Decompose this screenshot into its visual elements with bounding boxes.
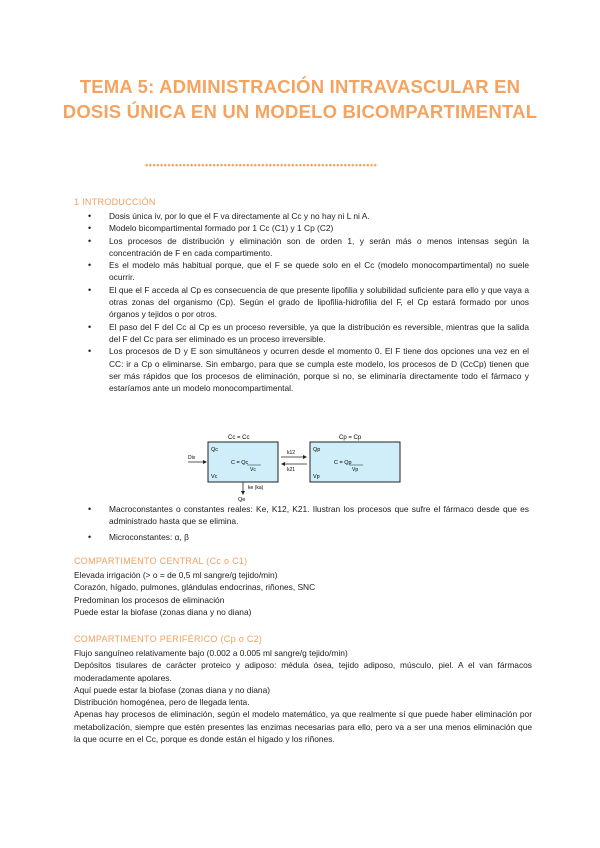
peripheral-v-label: Vp <box>313 474 320 480</box>
list-item: • Es el modelo más habitual porque, que el F se quede solo en el Cc (modelo monocompartimental) no suele ocurrir. <box>74 259 529 284</box>
section-heading-central: COMPARTIMENTO CENTRAL (Cc o C1) <box>74 556 248 566</box>
k21-arrowhead <box>281 462 285 466</box>
dose-arrowhead <box>203 460 207 464</box>
list-item: • Dosis única iv, por lo que el F va directamente al Cc y no hay ni L ni A. <box>74 210 529 222</box>
text-line: Corazón, hígado, pulmones, glándulas endocrinas, riñones, SNC <box>74 582 316 593</box>
text-line: Aquí puede estar la biofase (zonas diana y no diana) <box>74 684 271 695</box>
list-item: • Macroconstantes o constantes reales: Ke, K12, K21. Ilustran los procesos que sufre el fármaco desde que es administrado hasta que se elimina. <box>74 503 529 528</box>
list-item: • Los procesos de D y E son simultáneos y ocurren desde el momento 0. El F tiene dos opciones una vez en el CC: ir a Cp o eliminarse. Sin embargo, para que se cumpla este modelo, los procesos de D (CcCp) tienen que ser más rápidos que los procesos de eliminación, porque si no, se eliminaría directamente todo el fármaco y estaríamos ante un modelo monocompartimental. <box>74 345 529 394</box>
text-line: Apenas hay procesos de eliminación, según el modelo matemático, ya que realmente sí que puede haber eliminación por metabolización, siempre que estén presentes las enzimas necesarias para ello, pero va a ser una menos eliminación que la que ocurre en el Cc, porque es donde están el hígado y los riñones. <box>74 709 532 745</box>
peripheral-q-label: Qp <box>313 447 321 453</box>
bicompartmental-diagram <box>186 430 432 502</box>
list-item: • Los procesos de distribución y eliminación son de orden 1, y serán más o menos intensas según la concentración de F en cada compartimento. <box>74 235 529 260</box>
central-q-label: Qc <box>211 447 219 453</box>
section-heading-peripheral: COMPARTIMENTO PERIFÉRICO (Cp o C2) <box>74 634 263 644</box>
text-line: Distribución homogénea, pero de llegada lenta. <box>74 697 250 708</box>
peripheral-lines <box>74 647 532 745</box>
document-title: TEMA 5: ADMINISTRACIÓN INTRAVASCULAR EN DOSIS ÚNICA EN UN MODELO BICOMPARTIMENTAL <box>62 76 538 122</box>
list-item: • El que el F acceda al Cp es consecuencia de que presente lipofilia y solubilidad suficiente para ello y que vaya a otras zonas del organismo (Cp). Según el grado de lipofilia-hidrofilia del F, el Cp estará formado por unos órganos y tejidos o por otros. <box>74 284 529 321</box>
text-line: Flujo sanguíneo relativamente bajo (0.002 a 0.005 ml sangre/g tejido/min) <box>74 648 348 658</box>
central-v-sub: Vc <box>250 467 256 473</box>
central-formula: C = Qc <box>231 460 249 466</box>
text-line: Puede estar la biofase (zonas diana y no diana) <box>74 606 252 617</box>
title-divider: •••••••••••••••••••••••••••••••••••••••••••••••••••••••••••••• <box>145 160 378 170</box>
list-item: • Microconstantes: α, β <box>74 531 529 543</box>
elimination-q-label: Qe <box>238 497 246 502</box>
text-line: Predominan los procesos de eliminación <box>74 594 225 605</box>
elimination-arrowhead <box>241 491 245 495</box>
peripheral-formula: C = Qp <box>334 460 352 466</box>
k12-label: k12 <box>287 450 296 456</box>
central-v-label: Vc <box>211 474 218 480</box>
intro-bullet-list <box>74 210 529 394</box>
peripheral-compartment-box <box>310 442 400 482</box>
list-item: • Modelo bicompartimental formado por 1 Cc (C1) y 1 Cp (C2) <box>74 222 529 234</box>
central-top-label: Cc = Cc <box>228 435 250 441</box>
elimination-label: ke (ka) <box>248 485 264 491</box>
peripheral-v-sub: Vp <box>352 467 359 473</box>
section-heading-intro: 1 INTRODUCCIÓN <box>74 197 156 207</box>
constants-bullet-list <box>74 503 529 543</box>
dose-label: Div <box>188 455 196 461</box>
text-line: Depósitos tisulares de carácter proteico y adiposo: médula ósea, tejido adiposo, músculo, piel. A el van fármacos moderadamente apolares. <box>74 660 532 683</box>
text-line: Elevada irrigación (> o = de 0,5 ml sangre/g tejido/min) <box>74 570 278 580</box>
central-lines <box>74 569 532 618</box>
k12-arrowhead <box>303 455 307 459</box>
list-item: • El paso del F del Cc al Cp es un proceso reversible, ya que la distribución es reversible, mientras que la salida del F del Cc para ser eliminado es un proceso irreversible. <box>74 321 529 346</box>
peripheral-top-label: Cp = Cp <box>339 435 362 441</box>
k21-label: k21 <box>287 467 296 473</box>
